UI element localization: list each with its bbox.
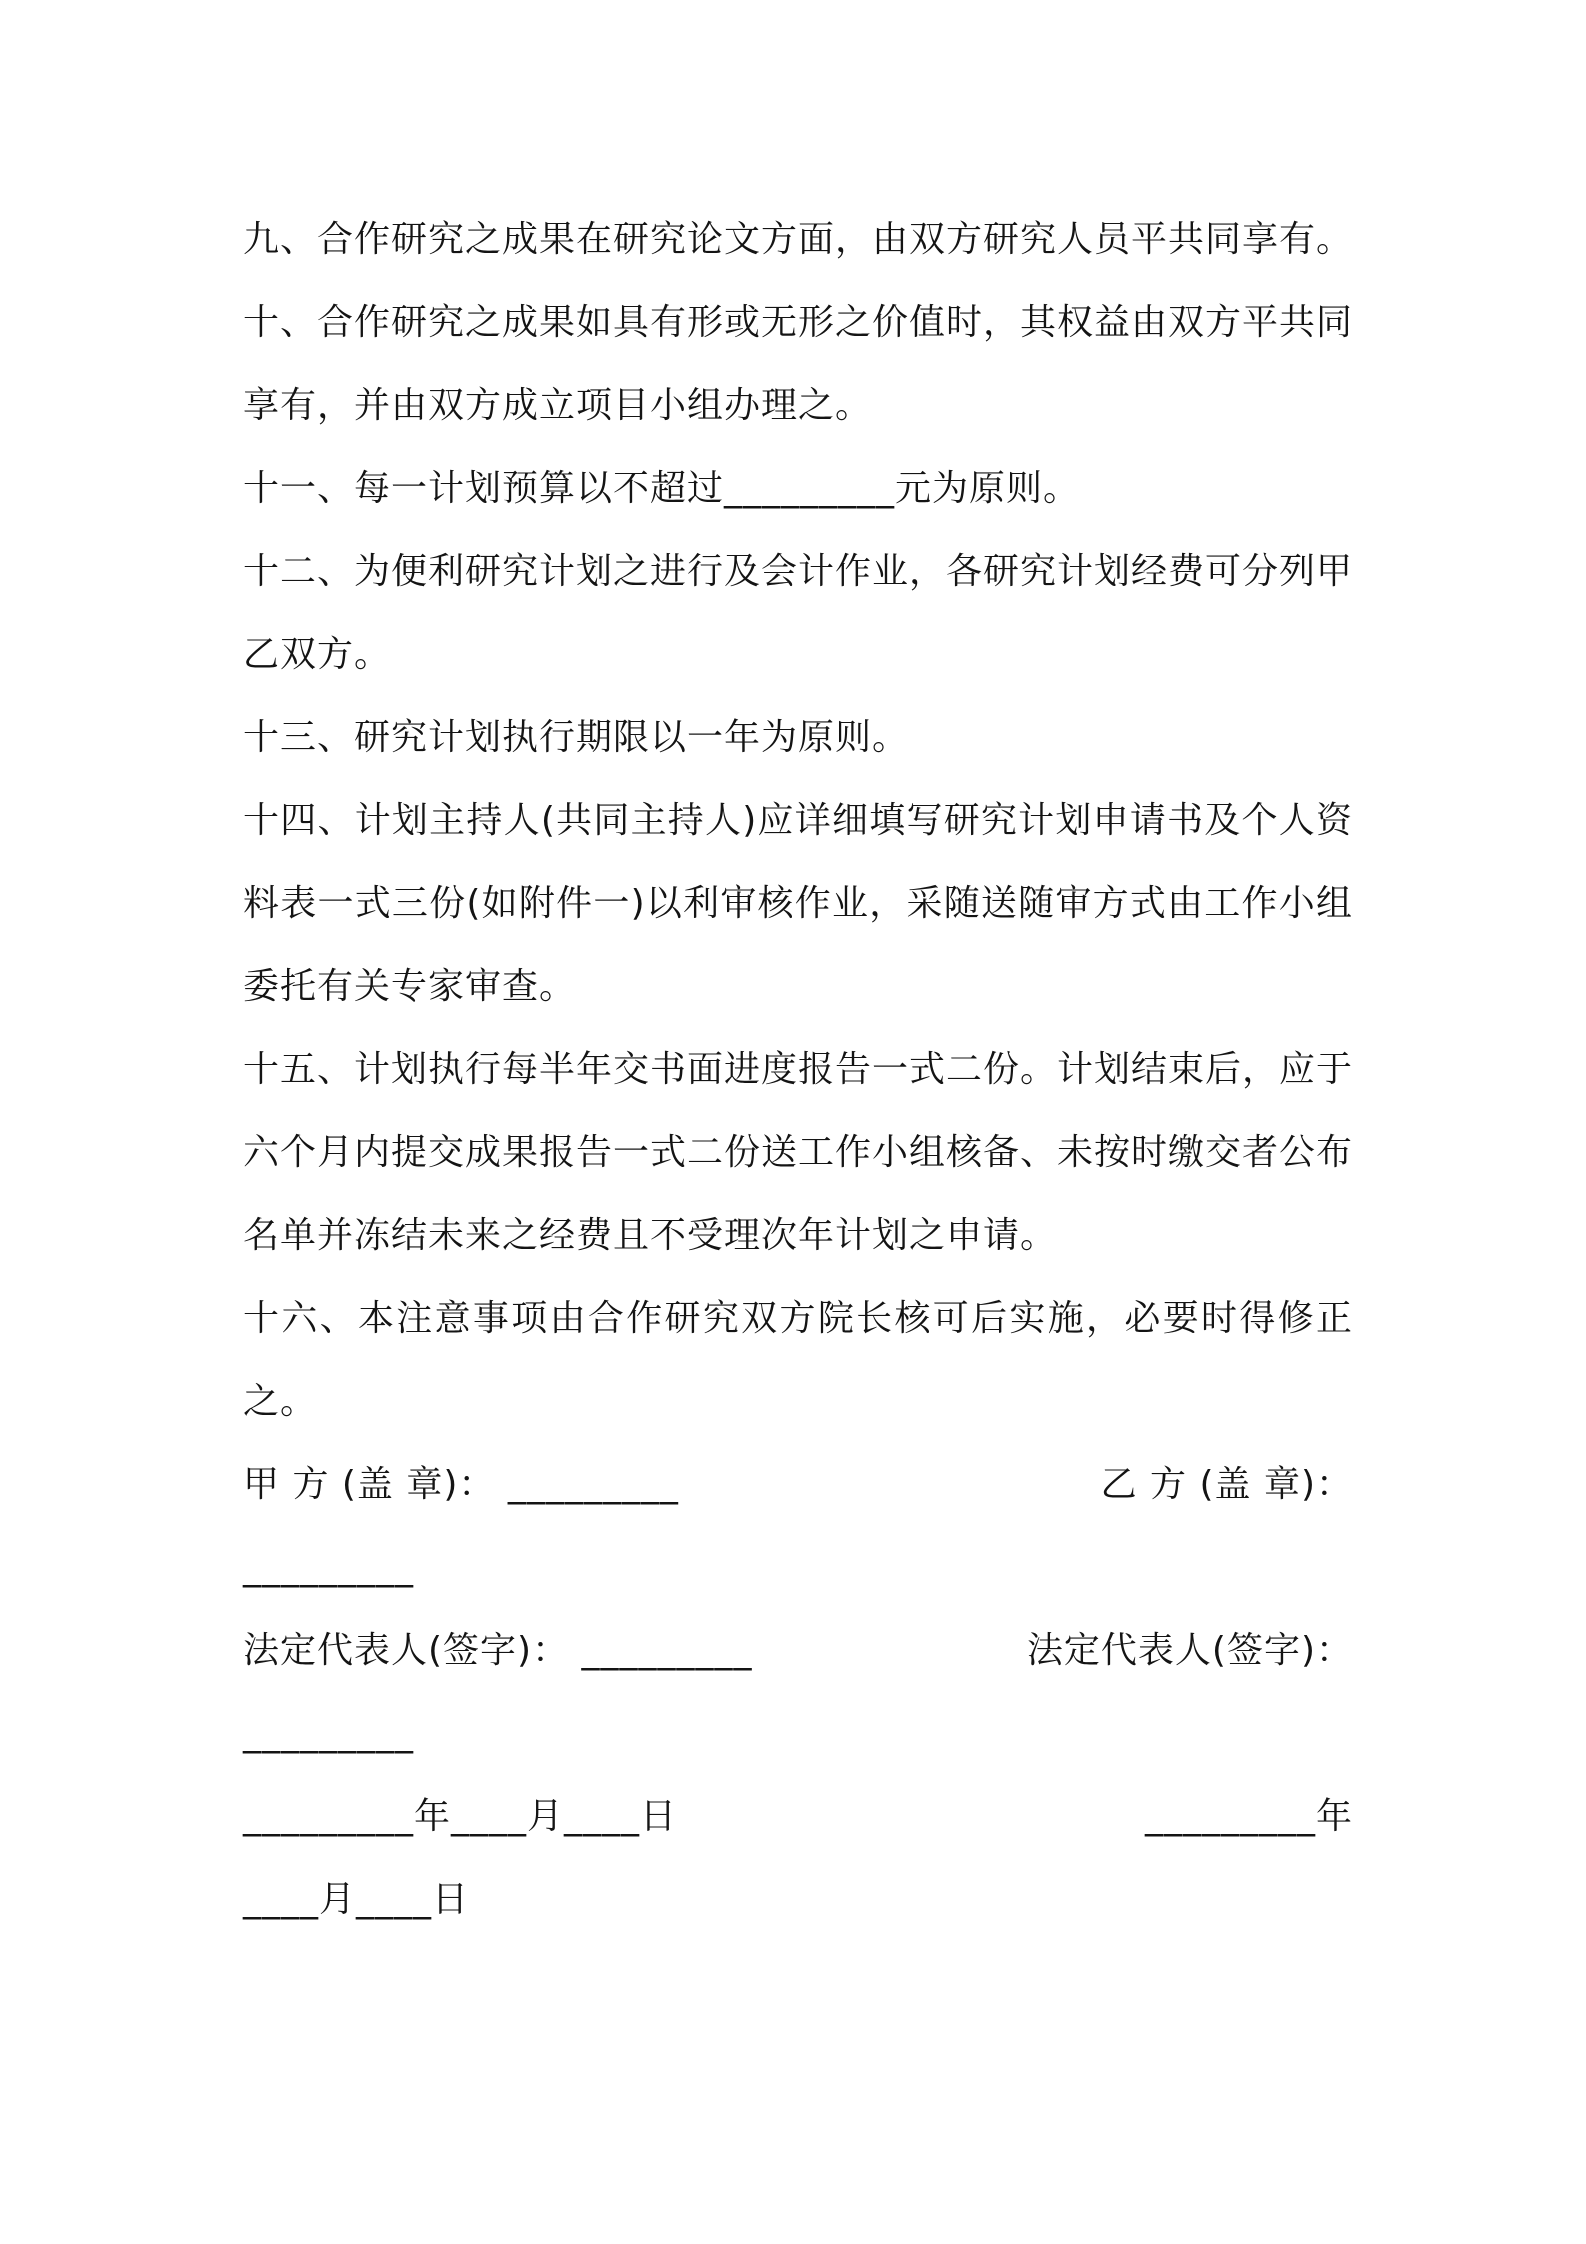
party-b-date-year: _________年 [1144, 1796, 1353, 1837]
party-b-date-rest: ____月____日 [243, 1879, 470, 1920]
party-a-seal-line: 甲 方 (盖 章)： _________ [243, 1464, 679, 1505]
party-a-representative-line: 法定代表人(签字)： _________ [243, 1630, 753, 1671]
clause-fifteen: 十五、计划执行每半年交书面进度报告一式二份。计划结束后，应于六个月内提交成果报告一式二份送工作小组核备、未按时缴交者公布名单并冻结未来之经费且不受理次年计划之申请。 [243, 1049, 1354, 1256]
clause-eleven: 十一、每一计划预算以不超过_________元为原则。 [243, 468, 1081, 509]
seal-signature-row [243, 1443, 1353, 1526]
clause-fourteen: 十四、计划主持人(共同主持人)应详细填写研究计划申请书及个人资料表一式三份(如附件一)以利审核作业，采随送随审方式由工作小组委托有关专家审查。 [243, 800, 1353, 1007]
document-body [243, 198, 1353, 1941]
party-b-seal-label: 乙 方 (盖 章)： [1100, 1464, 1353, 1505]
clause-thirteen: 十三、研究计划执行期限以一年为原则。 [243, 717, 910, 758]
representative-signature-row [243, 1609, 1353, 1692]
party-b-seal-blank: _________ [243, 1547, 414, 1588]
clause-nine: 九、合作研究之成果在研究论文方面，由双方研究人员平共同享有。 [243, 219, 1354, 260]
clause-sixteen: 十六、本注意事项由合作研究双方院长核可后实施，必要时得修正之。 [243, 1298, 1353, 1422]
party-b-representative-label: 法定代表人(签字)： [1026, 1630, 1353, 1671]
party-a-date-line: _________年____月____日 [243, 1796, 677, 1837]
clause-twelve: 十二、为便利研究计划之进行及会计作业，各研究计划经费可分列甲乙双方。 [243, 551, 1354, 675]
clause-ten: 十、合作研究之成果如具有形或无形之价值时，其权益由双方平共同享有，并由双方成立项目小组办理之。 [243, 302, 1354, 426]
party-b-representative-blank: _________ [243, 1713, 414, 1754]
date-row [243, 1775, 1353, 1858]
